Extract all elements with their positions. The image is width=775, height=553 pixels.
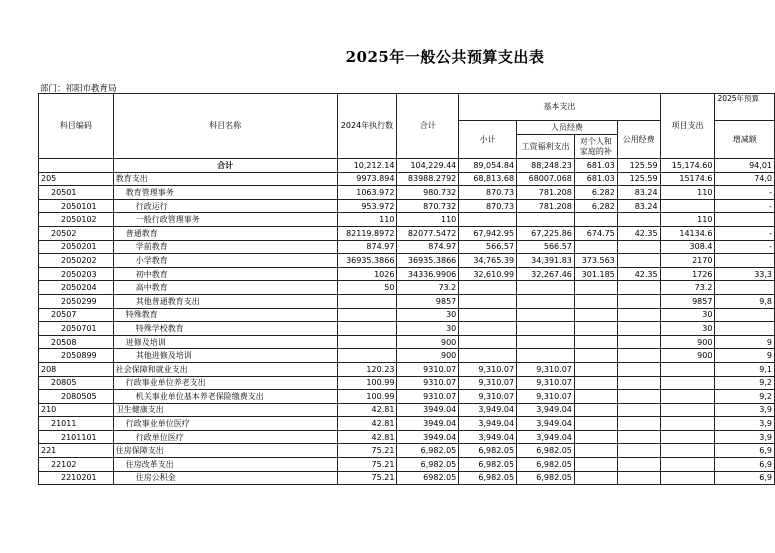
cell-public	[617, 281, 660, 295]
cell-name: 教育管理事务	[113, 186, 337, 200]
cell-subtotal: 3,949.04	[459, 417, 517, 431]
cell-project: 73.2	[660, 281, 715, 295]
table-row	[39, 322, 775, 336]
cell-individual: 6.282	[574, 199, 617, 213]
cell-change: 94,01	[715, 159, 775, 173]
cell-name: 住房保障支出	[113, 444, 337, 458]
header-personnel: 人员经费	[517, 121, 618, 135]
cell-prev-exec: 1026	[337, 267, 397, 281]
cell-subtotal: 870.73	[459, 186, 517, 200]
cell-wage	[517, 322, 575, 336]
cell-prev-exec: 42.81	[337, 403, 397, 417]
cell-code: 2050102	[39, 213, 114, 227]
cell-name: 住房改革支出	[113, 458, 337, 472]
cell-subtotal: 870.73	[459, 199, 517, 213]
cell-code: 2050204	[39, 281, 114, 295]
cell-total: 110	[397, 213, 459, 227]
cell-individual	[574, 471, 617, 485]
cell-wage: 32,267.46	[517, 267, 575, 281]
cell-subtotal: 9,310.07	[459, 390, 517, 404]
cell-individual	[574, 376, 617, 390]
cell-change: 3,9	[715, 430, 775, 444]
table-row	[39, 172, 775, 186]
cell-code: 2050203	[39, 267, 114, 281]
cell-project	[660, 458, 715, 472]
cell-project: 30	[660, 322, 715, 336]
cell-project	[660, 199, 715, 213]
cell-wage: 9,310.07	[517, 376, 575, 390]
cell-public	[617, 403, 660, 417]
cell-public	[617, 213, 660, 227]
cell-individual	[574, 349, 617, 363]
cell-subtotal: 6,982.05	[459, 471, 517, 485]
cell-total: 874.97	[397, 240, 459, 254]
header-wage: 工资福利支出	[517, 135, 575, 159]
cell-total: 900	[397, 335, 459, 349]
cell-individual	[574, 390, 617, 404]
cell-public	[617, 430, 660, 444]
cell-prev-exec: 75.21	[337, 458, 397, 472]
cell-change: -	[715, 226, 775, 240]
cell-change	[715, 308, 775, 322]
page-title: 2025年一般公共预算支出表	[345, 48, 545, 66]
cell-code: 2050701	[39, 322, 114, 336]
cell-wage: 88,248.23	[517, 159, 575, 173]
cell-change: 6,9	[715, 471, 775, 485]
header-code: 科目编码	[39, 94, 114, 159]
cell-prev-exec: 50	[337, 281, 397, 295]
cell-code: 2050201	[39, 240, 114, 254]
cell-individual	[574, 444, 617, 458]
cell-name: 普通教育	[113, 226, 337, 240]
cell-wage: 6,982.05	[517, 444, 575, 458]
cell-prev-exec: 953.972	[337, 199, 397, 213]
cell-wage: 3,949.04	[517, 403, 575, 417]
table-row	[39, 226, 775, 240]
cell-total: 9310.07	[397, 390, 459, 404]
cell-public: 42.35	[617, 226, 660, 240]
cell-name: 教育支出	[113, 172, 337, 186]
cell-total: 36935.3866	[397, 254, 459, 268]
cell-code: 205	[39, 172, 114, 186]
cell-individual: 681.03	[574, 159, 617, 173]
cell-subtotal	[459, 308, 517, 322]
cell-project: 110	[660, 213, 715, 227]
cell-code: 210	[39, 403, 114, 417]
header-individual: 对个人和家庭的补	[574, 135, 617, 159]
header-prev-exec: 2024年执行数	[337, 94, 397, 159]
cell-public	[617, 240, 660, 254]
cell-wage: 3,949.04	[517, 417, 575, 431]
cell-change	[715, 254, 775, 268]
table-row	[39, 458, 775, 472]
table-row	[39, 444, 775, 458]
cell-wage: 6,982.05	[517, 471, 575, 485]
cell-subtotal: 34,765.39	[459, 254, 517, 268]
cell-project	[660, 376, 715, 390]
budget-table	[38, 93, 775, 485]
cell-total: 30	[397, 308, 459, 322]
cell-name: 学前教育	[113, 240, 337, 254]
cell-name: 社会保障和就业支出	[113, 362, 337, 376]
cell-code: 20501	[39, 186, 114, 200]
department-label: 部门：祁阳市教育局	[40, 84, 117, 94]
cell-name: 卫生健康支出	[113, 403, 337, 417]
cell-subtotal	[459, 281, 517, 295]
header-change: 增减额	[715, 121, 775, 159]
cell-subtotal	[459, 349, 517, 363]
cell-individual	[574, 417, 617, 431]
table-header	[39, 94, 775, 159]
table-row	[39, 186, 775, 200]
cell-code: 2050899	[39, 349, 114, 363]
cell-total: 9310.07	[397, 376, 459, 390]
cell-individual	[574, 403, 617, 417]
cell-prev-exec: 36935.3866	[337, 254, 397, 268]
cell-subtotal: 89,054.84	[459, 159, 517, 173]
cell-subtotal: 9,310.07	[459, 376, 517, 390]
cell-project: 1726	[660, 267, 715, 281]
cell-individual	[574, 430, 617, 444]
cell-wage: 9,310.07	[517, 362, 575, 376]
cell-total: 6,982.05	[397, 458, 459, 472]
cell-prev-exec: 874.97	[337, 240, 397, 254]
cell-project	[660, 430, 715, 444]
cell-name: 高中教育	[113, 281, 337, 295]
cell-subtotal: 3,949.04	[459, 403, 517, 417]
cell-name: 小学教育	[113, 254, 337, 268]
cell-code	[39, 159, 114, 173]
cell-public	[617, 444, 660, 458]
header-subtotal: 小计	[459, 121, 517, 159]
cell-name: 一般行政管理事务	[113, 213, 337, 227]
cell-name: 进修及培训	[113, 335, 337, 349]
cell-prev-exec: 75.21	[337, 471, 397, 485]
cell-individual: 373.563	[574, 254, 617, 268]
cell-individual: 681.03	[574, 172, 617, 186]
table-row	[39, 390, 775, 404]
cell-change: 9,2	[715, 390, 775, 404]
table-body	[39, 159, 775, 485]
cell-name: 住房公积金	[113, 471, 337, 485]
cell-total: 3949.04	[397, 430, 459, 444]
cell-subtotal: 9,310.07	[459, 362, 517, 376]
cell-subtotal	[459, 213, 517, 227]
cell-wage: 3,949.04	[517, 430, 575, 444]
header-project: 项目支出	[660, 94, 715, 159]
cell-project: 9857	[660, 294, 715, 308]
cell-subtotal: 3,949.04	[459, 430, 517, 444]
cell-project: 308.4	[660, 240, 715, 254]
cell-total: 6,982.05	[397, 444, 459, 458]
cell-change: 9,8	[715, 294, 775, 308]
cell-public	[617, 349, 660, 363]
cell-code: 2101101	[39, 430, 114, 444]
cell-name: 合计	[113, 159, 337, 173]
cell-public: 83.24	[617, 186, 660, 200]
cell-subtotal: 6,982.05	[459, 458, 517, 472]
table-row	[39, 335, 775, 349]
cell-change: 9	[715, 335, 775, 349]
cell-public	[617, 362, 660, 376]
cell-project: 2170	[660, 254, 715, 268]
cell-code: 21011	[39, 417, 114, 431]
cell-name: 其他普通教育支出	[113, 294, 337, 308]
cell-wage	[517, 213, 575, 227]
cell-change: -	[715, 199, 775, 213]
table-row	[39, 403, 775, 417]
table-row	[39, 254, 775, 268]
table-row	[39, 213, 775, 227]
cell-project: 900	[660, 335, 715, 349]
cell-total: 900	[397, 349, 459, 363]
cell-total: 30	[397, 322, 459, 336]
cell-wage: 781.208	[517, 199, 575, 213]
cell-total: 9310.07	[397, 362, 459, 376]
table-row	[39, 267, 775, 281]
cell-individual	[574, 240, 617, 254]
cell-name: 特殊学校教育	[113, 322, 337, 336]
cell-code: 20805	[39, 376, 114, 390]
cell-name: 特殊教育	[113, 308, 337, 322]
cell-wage: 9,310.07	[517, 390, 575, 404]
cell-public	[617, 254, 660, 268]
cell-subtotal	[459, 335, 517, 349]
cell-prev-exec	[337, 335, 397, 349]
cell-public	[617, 308, 660, 322]
cell-total: 3949.04	[397, 403, 459, 417]
cell-change: 6,9	[715, 444, 775, 458]
cell-change: -	[715, 186, 775, 200]
table-row	[39, 281, 775, 295]
cell-project: 30	[660, 308, 715, 322]
cell-change: 9	[715, 349, 775, 363]
cell-prev-exec	[337, 294, 397, 308]
cell-code: 20502	[39, 226, 114, 240]
table-row	[39, 240, 775, 254]
cell-public	[617, 390, 660, 404]
cell-prev-exec: 75.21	[337, 444, 397, 458]
cell-code: 2210201	[39, 471, 114, 485]
table-row	[39, 471, 775, 485]
cell-prev-exec: 1063.972	[337, 186, 397, 200]
cell-change: 3,9	[715, 403, 775, 417]
cell-public	[617, 294, 660, 308]
cell-total: 870.732	[397, 199, 459, 213]
table-row	[39, 362, 775, 376]
cell-code: 20508	[39, 335, 114, 349]
cell-project	[660, 362, 715, 376]
cell-total: 73.2	[397, 281, 459, 295]
table-row	[39, 199, 775, 213]
cell-public	[617, 417, 660, 431]
cell-subtotal	[459, 294, 517, 308]
cell-wage: 566.57	[517, 240, 575, 254]
cell-total: 6982.05	[397, 471, 459, 485]
cell-individual	[574, 322, 617, 336]
header-name: 科目名称	[113, 94, 337, 159]
table-row	[39, 349, 775, 363]
cell-name: 行政事业单位养老支出	[113, 376, 337, 390]
table-row	[39, 159, 775, 173]
cell-prev-exec: 100.99	[337, 390, 397, 404]
cell-total: 104,229.44	[397, 159, 459, 173]
cell-name: 机关事业单位基本养老保险缴费支出	[113, 390, 337, 404]
cell-code: 20507	[39, 308, 114, 322]
cell-prev-exec: 120.23	[337, 362, 397, 376]
cell-project	[660, 390, 715, 404]
cell-total: 9857	[397, 294, 459, 308]
cell-public	[617, 335, 660, 349]
cell-total: 82077.5472	[397, 226, 459, 240]
cell-name: 其他进修及培训	[113, 349, 337, 363]
cell-code: 2080505	[39, 390, 114, 404]
cell-wage: 67,225.86	[517, 226, 575, 240]
cell-change: 9,2	[715, 376, 775, 390]
cell-code: 2050202	[39, 254, 114, 268]
table-row	[39, 376, 775, 390]
cell-individual	[574, 281, 617, 295]
cell-individual	[574, 458, 617, 472]
cell-prev-exec: 110	[337, 213, 397, 227]
cell-public	[617, 471, 660, 485]
cell-individual	[574, 294, 617, 308]
cell-change: 9,1	[715, 362, 775, 376]
cell-wage: 6,982.05	[517, 458, 575, 472]
table-row	[39, 308, 775, 322]
cell-prev-exec: 42.81	[337, 417, 397, 431]
cell-project	[660, 403, 715, 417]
cell-individual: 6.282	[574, 186, 617, 200]
table-row	[39, 417, 775, 431]
cell-project	[660, 471, 715, 485]
cell-public: 125.59	[617, 159, 660, 173]
cell-public	[617, 322, 660, 336]
header-public: 公用经费	[617, 121, 660, 159]
cell-wage: 34,391.83	[517, 254, 575, 268]
table-row	[39, 430, 775, 444]
cell-name: 行政单位医疗	[113, 430, 337, 444]
cell-public	[617, 458, 660, 472]
cell-individual	[574, 308, 617, 322]
cell-prev-exec: 10,212.14	[337, 159, 397, 173]
cell-code: 2050101	[39, 199, 114, 213]
cell-wage	[517, 308, 575, 322]
cell-public: 125.59	[617, 172, 660, 186]
cell-prev-exec	[337, 349, 397, 363]
table-row	[39, 294, 775, 308]
cell-public: 83.24	[617, 199, 660, 213]
cell-code: 221	[39, 444, 114, 458]
cell-subtotal: 566.57	[459, 240, 517, 254]
cell-subtotal: 67,942.95	[459, 226, 517, 240]
header-budget2025: 2025年预算	[715, 94, 775, 121]
cell-prev-exec: 42.81	[337, 430, 397, 444]
cell-code: 2050299	[39, 294, 114, 308]
cell-subtotal: 6,982.05	[459, 444, 517, 458]
cell-subtotal: 32,610.99	[459, 267, 517, 281]
cell-code: 22102	[39, 458, 114, 472]
cell-change: 6,9	[715, 458, 775, 472]
cell-name: 行政事业单位医疗	[113, 417, 337, 431]
cell-project	[660, 417, 715, 431]
cell-total: 83988.2792	[397, 172, 459, 186]
cell-project: 15,174.60	[660, 159, 715, 173]
cell-subtotal	[459, 322, 517, 336]
cell-change: 33,3	[715, 267, 775, 281]
cell-name: 行政运行	[113, 199, 337, 213]
cell-prev-exec	[337, 308, 397, 322]
cell-project	[660, 444, 715, 458]
cell-change: -	[715, 240, 775, 254]
cell-name: 初中教育	[113, 267, 337, 281]
cell-code: 208	[39, 362, 114, 376]
cell-wage: 68007.068	[517, 172, 575, 186]
cell-change: 3,9	[715, 417, 775, 431]
cell-prev-exec: 9973.894	[337, 172, 397, 186]
cell-wage: 781.208	[517, 186, 575, 200]
header-total: 合计	[397, 94, 459, 159]
cell-project: 110	[660, 186, 715, 200]
cell-subtotal: 68,813.68	[459, 172, 517, 186]
cell-wage	[517, 349, 575, 363]
cell-change: 74,0	[715, 172, 775, 186]
cell-prev-exec	[337, 322, 397, 336]
cell-project: 900	[660, 349, 715, 363]
cell-prev-exec: 82119.8972	[337, 226, 397, 240]
cell-public	[617, 376, 660, 390]
cell-individual	[574, 335, 617, 349]
header-basic: 基本支出	[459, 94, 660, 121]
cell-prev-exec: 100.99	[337, 376, 397, 390]
cell-public: 42.35	[617, 267, 660, 281]
cell-total: 980.732	[397, 186, 459, 200]
cell-change	[715, 322, 775, 336]
cell-wage	[517, 294, 575, 308]
cell-wage	[517, 281, 575, 295]
cell-individual	[574, 362, 617, 376]
cell-project: 14134.6	[660, 226, 715, 240]
cell-change	[715, 213, 775, 227]
cell-individual: 301.185	[574, 267, 617, 281]
cell-total: 3949.04	[397, 417, 459, 431]
cell-individual: 674.75	[574, 226, 617, 240]
cell-individual	[574, 213, 617, 227]
cell-wage	[517, 335, 575, 349]
cell-total: 34336.9906	[397, 267, 459, 281]
cell-project: 15174.6	[660, 172, 715, 186]
cell-change	[715, 281, 775, 295]
